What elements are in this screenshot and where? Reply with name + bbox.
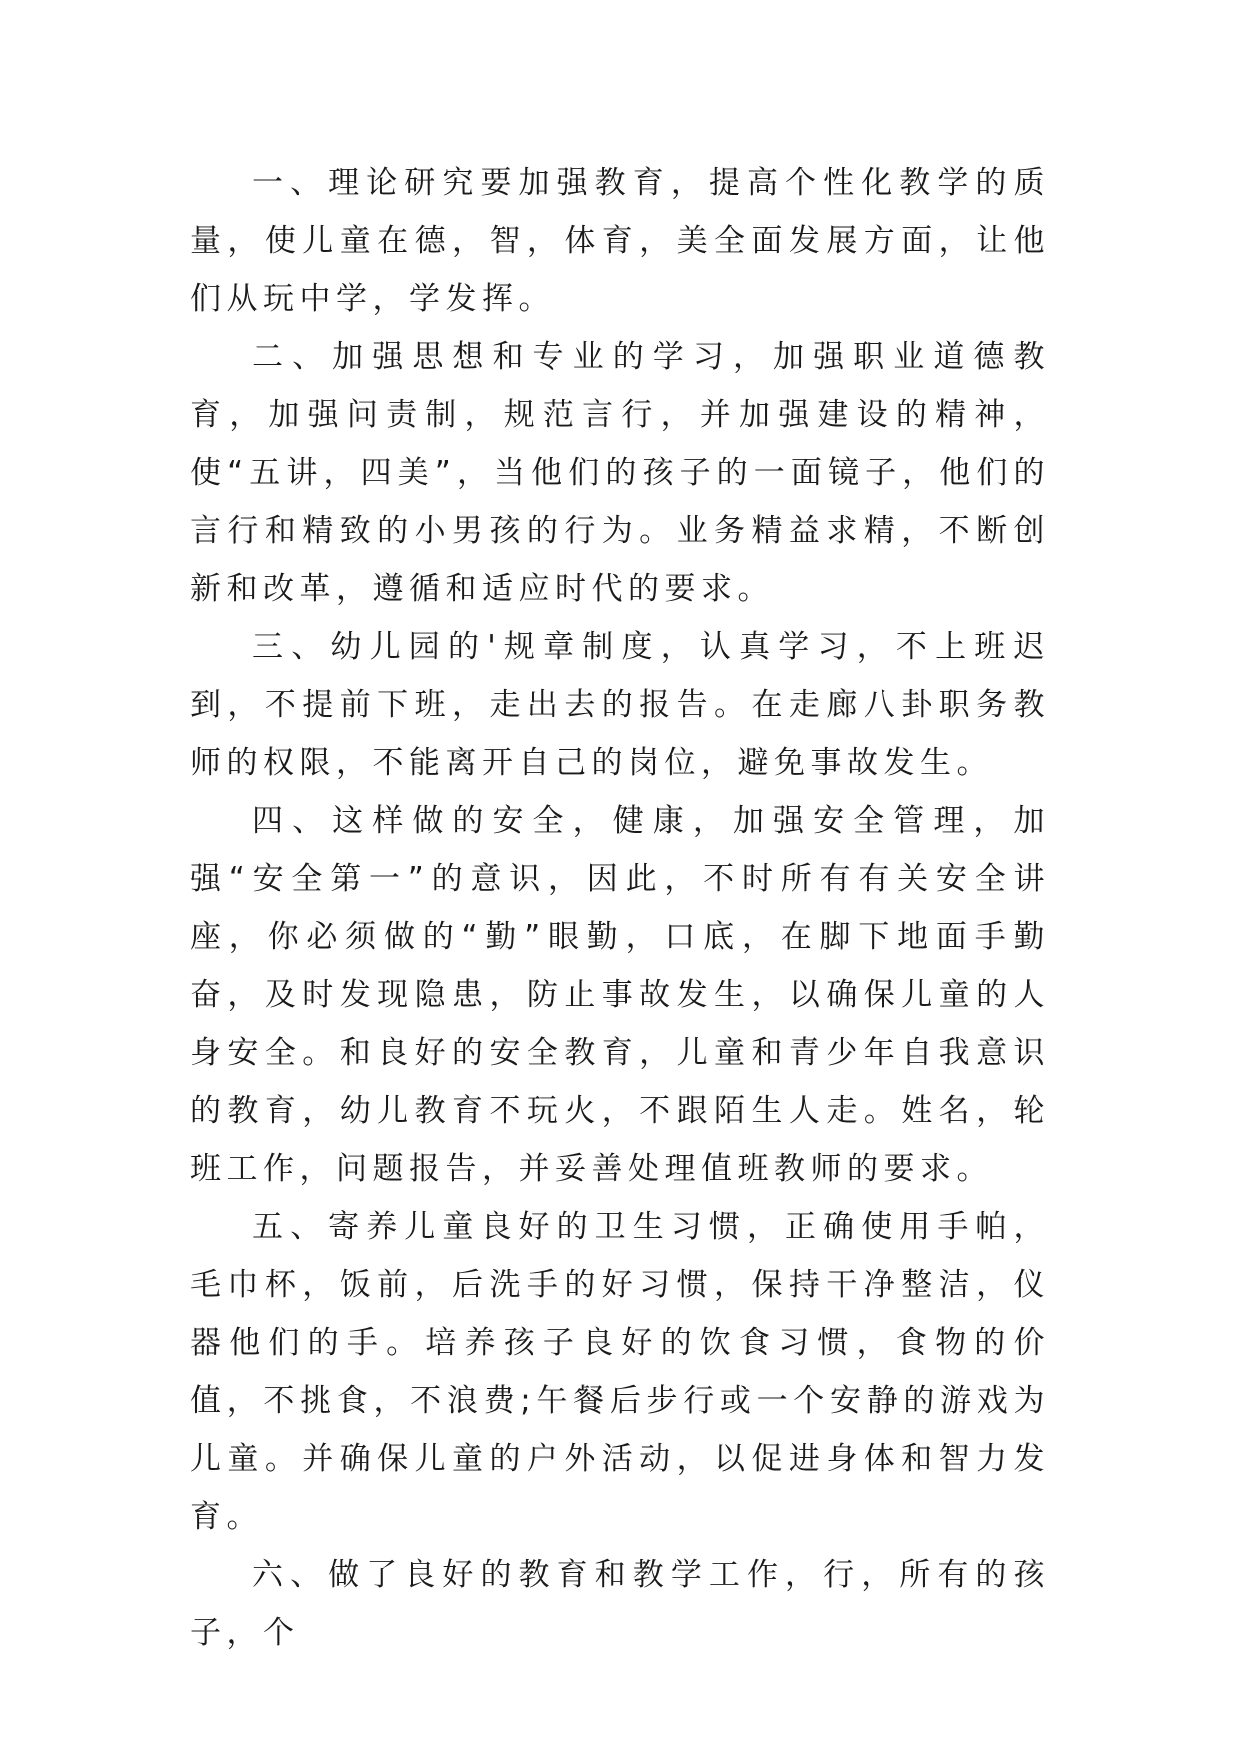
paragraph-1: 一、理论研究要加强教育，提高个性化教学的质量，使儿童在德，智，体育，美全面发展方面，让他们从玩中学，学发挥。 [190,165,1050,317]
paragraph-2: 二、加强思想和专业的学习，加强职业道德教育，加强问责制，规范言行，并加强建设的精神，使“五讲，四美”，当他们的孩子的一面镜子，他们的言行和精致的小男孩的行为。业务精益求精，不断创新和改革，遵循和适应时代的要求。 [190,339,1050,607]
paragraph-5: 五、寄养儿童良好的卫生习惯，正确使用手帕，毛巾杯，饭前，后洗手的好习惯，保持干净整洁，仪器他们的手。培养孩子良好的饮食习惯，食物的价值，不挑食，不浪费;午餐后步行或一个安静的游戏为儿童。并确保儿童的户外活动，以促进身体和智力发育。 [190,1209,1050,1535]
paragraph-6: 六、做了良好的教育和教学工作，行，所有的孩子，个 [190,1557,1050,1651]
paragraph-4: 四、这样做的安全，健康，加强安全管理，加强“安全第一”的意识，因此，不时所有有关安全讲座，你必须做的“勤”眼勤，口底，在脚下地面手勤奋，及时发现隐患，防止事故发生，以确保儿童的人身安全。和良好的安全教育，儿童和青少年自我意识的教育，幼儿教育不玩火，不跟陌生人走。姓名，轮班工作，问题报告，并妥善处理值班教师的要求。 [190,803,1050,1187]
paragraph-3: 三、幼儿园的'规章制度，认真学习，不上班迟到，不提前下班，走出去的报告。在走廊八卦职务教师的权限，不能离开自己的岗位，避免事故发生。 [190,629,1050,781]
document-body [190,154,1050,1662]
